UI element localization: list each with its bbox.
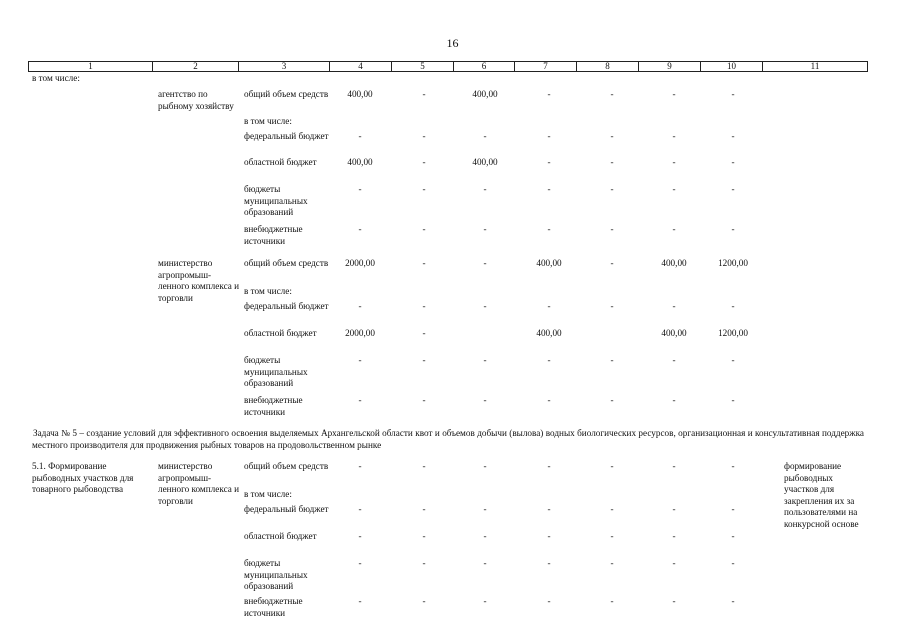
value-cell: - [672,355,676,365]
source-label: областной бюджет [244,531,317,541]
column-number: 10 [701,62,763,72]
source-label: бюджеты муниципальных образований [244,355,308,388]
source-label: бюджеты муниципальных образований [244,184,308,217]
value-cell: - [672,131,676,141]
intro-text: в том числе: [32,73,80,83]
column-number: 4 [330,62,392,72]
column-number: 2 [153,62,239,72]
value-cell: - [731,531,735,541]
value-cell: 400,00 [661,328,687,338]
value-cell: - [731,355,735,365]
column-number: 6 [454,62,515,72]
value-cell: - [358,504,362,514]
value-cell: - [731,461,735,471]
value-cell: - [547,395,551,405]
value-cell: - [422,157,426,167]
value-cell: 2000,00 [345,258,375,268]
source-label: федеральный бюджет [244,504,329,514]
value-cell: - [422,504,426,514]
value-cell: - [610,224,614,234]
item-cell: 5.1. Формирование рыбоводных участков для товарного рыбоводства [32,461,134,494]
value-cell: - [358,558,362,568]
value-cell: - [731,301,735,311]
value-cell: - [422,596,426,606]
executor-cell: агентство по рыбному хозяйству [158,89,234,111]
source-label: бюджеты муниципальных образований [244,558,308,591]
value-cell: - [547,355,551,365]
value-cell: - [422,461,426,471]
value-cell: - [483,355,487,365]
source-label: в том числе: [244,116,292,126]
value-cell: - [547,461,551,471]
source-label: внебюджетные источники [244,224,303,246]
value-cell: 400,00 [347,157,373,167]
value-cell: - [483,461,487,471]
value-cell: - [483,531,487,541]
expected-result-cell: формирование рыбоводных участков для закрепления их за пользователями на конкурсной основе [784,461,859,529]
value-cell: - [610,461,614,471]
value-cell: - [610,531,614,541]
value-cell: - [610,596,614,606]
column-number: 11 [763,62,868,72]
value-cell: - [358,531,362,541]
value-cell: - [672,558,676,568]
value-cell: - [422,184,426,194]
value-cell: 400,00 [536,258,562,268]
value-cell: - [672,395,676,405]
value-cell: - [610,558,614,568]
value-cell: - [422,258,426,268]
value-cell: - [358,395,362,405]
value-cell: - [547,596,551,606]
value-cell: 400,00 [347,89,373,99]
value-cell: - [672,461,676,471]
value-cell: - [422,531,426,541]
value-cell: - [483,596,487,606]
value-cell: - [731,558,735,568]
source-label: в том числе: [244,286,292,296]
column-number: 1 [29,62,153,72]
value-cell: - [483,504,487,514]
value-cell: - [731,131,735,141]
value-cell: - [547,131,551,141]
executor-cell: министерство агропромыш- ленного комплекса и торговли [158,258,240,303]
value-cell: - [731,157,735,167]
value-cell: 400,00 [472,157,498,167]
task-5-heading: Задача № 5 – создание условий для эффективного освоения выделяемых Архангельской области квот и объемов добычи (вылова) водных биологических ресурсов, организационная и консультативная поддержка местного производителя для продвижения рыбных товаров на продовольственном рынке [32,428,864,450]
value-cell: - [547,531,551,541]
column-number: 7 [515,62,577,72]
value-cell: 400,00 [472,89,498,99]
column-number: 5 [392,62,454,72]
column-number-header [28,61,868,72]
value-cell: - [547,558,551,568]
value-cell: - [731,89,735,99]
value-cell: - [422,395,426,405]
value-cell: - [731,596,735,606]
value-cell: - [358,224,362,234]
value-cell: - [672,531,676,541]
value-cell: - [610,395,614,405]
value-cell: - [547,89,551,99]
value-cell: - [610,131,614,141]
source-label: федеральный бюджет [244,301,329,311]
value-cell: - [422,89,426,99]
value-cell: - [610,157,614,167]
source-label: внебюджетные источники [244,596,303,618]
executor-cell: министерство агропромыш- ленного комплекса и торговли [158,461,240,506]
value-cell: - [422,558,426,568]
value-cell: - [672,184,676,194]
source-label: общий объем средств [244,461,329,471]
value-cell: 1200,00 [718,258,748,268]
column-number: 3 [239,62,330,72]
value-cell: - [483,224,487,234]
value-cell: - [483,258,487,268]
value-cell: - [672,504,676,514]
value-cell: - [483,131,487,141]
source-label: внебюджетные источники [244,395,303,417]
value-cell: - [731,504,735,514]
value-cell: 400,00 [661,258,687,268]
value-cell: - [358,184,362,194]
source-label: в том числе: [244,489,292,499]
value-cell: - [358,596,362,606]
value-cell: - [731,395,735,405]
value-cell: - [610,301,614,311]
value-cell: - [610,355,614,365]
value-cell: - [547,301,551,311]
page-number: 16 [446,36,459,50]
value-cell: - [422,355,426,365]
value-cell: - [358,461,362,471]
value-cell: - [422,131,426,141]
column-number: 8 [577,62,639,72]
source-label: общий объем средств [244,258,329,268]
value-cell: - [422,328,426,338]
value-cell: 1200,00 [718,328,748,338]
source-label: общий объем средств [244,89,329,99]
value-cell: - [422,224,426,234]
value-cell: - [731,184,735,194]
value-cell: - [672,301,676,311]
value-cell: - [422,301,426,311]
value-cell: - [731,224,735,234]
value-cell: - [672,89,676,99]
value-cell: 400,00 [536,328,562,338]
value-cell: - [610,89,614,99]
source-label: федеральный бюджет [244,131,329,141]
value-cell: - [547,504,551,514]
value-cell: - [358,301,362,311]
source-label: областной бюджет [244,157,317,167]
value-cell: 2000,00 [345,328,375,338]
source-label: областной бюджет [244,328,317,338]
value-cell: - [672,596,676,606]
value-cell: - [358,131,362,141]
column-number: 9 [639,62,701,72]
value-cell: - [610,258,614,268]
value-cell: - [547,224,551,234]
value-cell: - [547,184,551,194]
value-cell: - [358,355,362,365]
value-cell: - [672,224,676,234]
value-cell: - [483,301,487,311]
value-cell: - [483,395,487,405]
value-cell: - [483,184,487,194]
value-cell: - [610,184,614,194]
value-cell: - [483,558,487,568]
value-cell: - [672,157,676,167]
value-cell: - [547,157,551,167]
value-cell: - [610,504,614,514]
